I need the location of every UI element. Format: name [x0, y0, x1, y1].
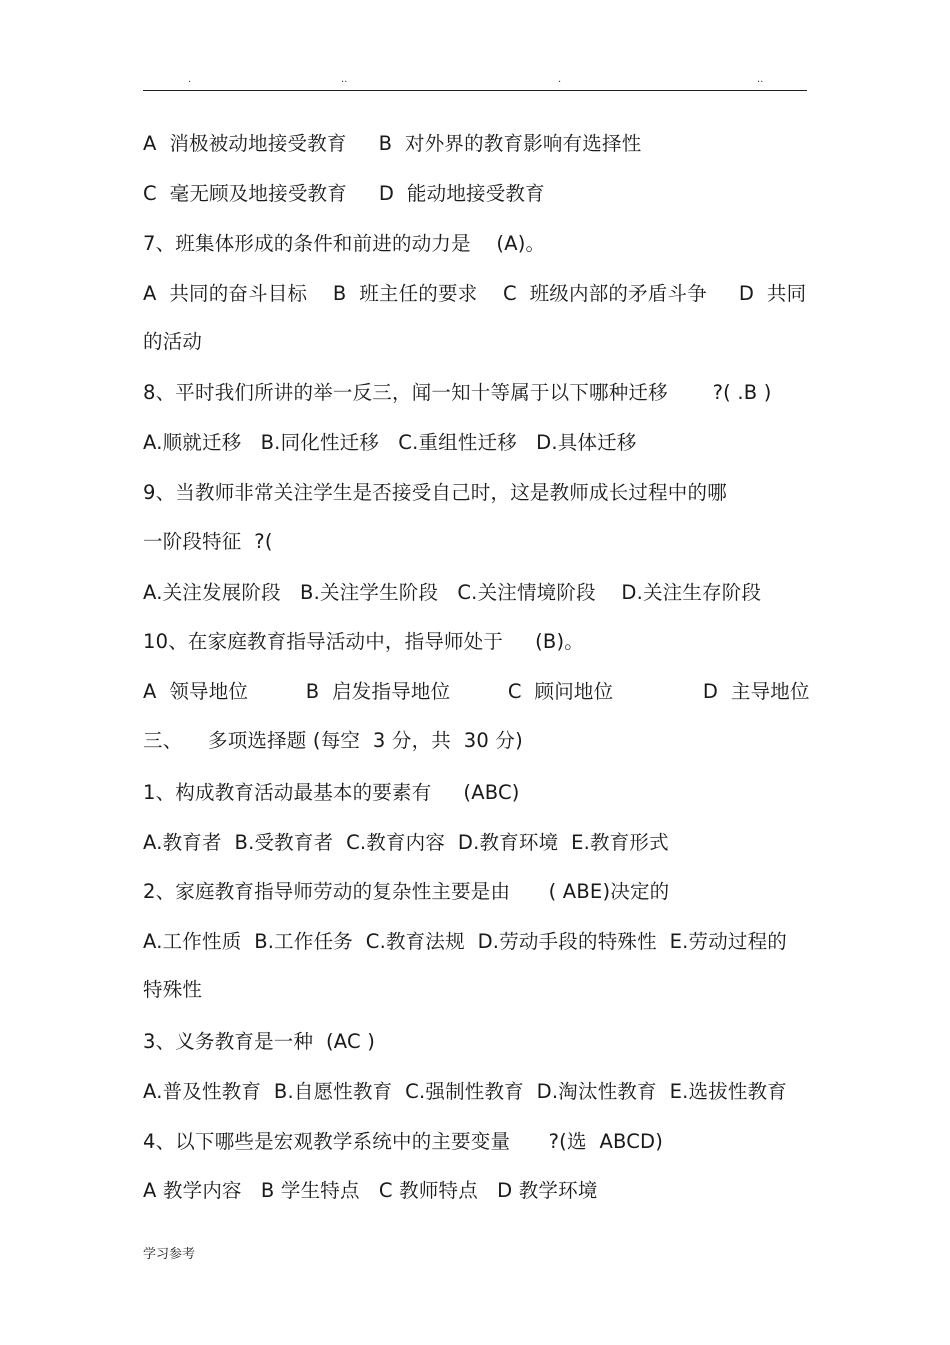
header-mark: .: [188, 74, 192, 85]
question-9: 9、当教师非常关注学生是否接受自己时，这是教师成长过程中的哪: [143, 481, 727, 504]
text-line: 特殊性: [143, 978, 203, 1001]
question-8: 8、平时我们所讲的举一反三，闻一知十等属于以下哪种迁移 ?( .B ): [143, 381, 772, 404]
multi-question-4: 4、以下哪些是宏观教学系统中的主要变量 ?(选 ABCD): [143, 1130, 664, 1153]
header-mark: .: [558, 74, 562, 85]
header-mark: ..: [341, 74, 348, 85]
text-line: A 消极被动地接受教育 B 对外界的教育影响有选择性: [143, 132, 642, 155]
section-heading: 三、 多项选择题 (每空 3 分，共 30 分): [143, 729, 523, 752]
footer-text: 学习参考: [143, 1247, 196, 1262]
text-line: C 毫无顾及地接受教育 D 能动地接受教育: [143, 182, 545, 205]
text-line: 一阶段特征 ?(: [143, 530, 273, 553]
multi-question-3: 3、义务教育是一种 (AC ): [143, 1030, 376, 1053]
text-line: A 领导地位 B 启发指导地位 C 顾问地位 D 主导地位: [143, 680, 810, 703]
header-rule: [143, 90, 807, 91]
text-line: A.工作性质 B.工作任务 C.教育法规 D.劳动手段的特殊性 E.劳动过程的: [143, 930, 788, 953]
multi-question-2: 2、家庭教育指导师劳动的复杂性主要是由 ( ABE)决定的: [143, 880, 670, 903]
multi-question-1: 1、构成教育活动最基本的要素有 (ABC): [143, 781, 520, 804]
text-line: 的活动: [143, 330, 203, 353]
question-10: 10、在家庭教育指导活动中，指导师处于 (B)。: [143, 630, 584, 653]
text-line: A.顺就迁移 B.同化性迁移 C.重组性迁移 D.具体迁移: [143, 431, 637, 454]
text-line: A 共同的奋斗目标 B 班主任的要求 C 班级内部的矛盾斗争 D 共同: [143, 282, 807, 305]
question-7: 7、班集体形成的条件和前进的动力是 (A)。: [143, 232, 546, 255]
text-line: A.教育者 B.受教育者 C.教育内容 D.教育环境 E.教育形式: [143, 831, 669, 854]
header-mark: ..: [757, 74, 764, 85]
text-line: A.关注发展阶段 B.关注学生阶段 C.关注情境阶段 D.关注生存阶段: [143, 581, 762, 604]
text-line: A 教学内容 B 学生特点 C 教师特点 D 教学环境: [143, 1179, 598, 1202]
text-line: A.普及性教育 B.自愿性教育 C.强制性教育 D.淘汰性教育 E.选拔性教育: [143, 1080, 788, 1103]
